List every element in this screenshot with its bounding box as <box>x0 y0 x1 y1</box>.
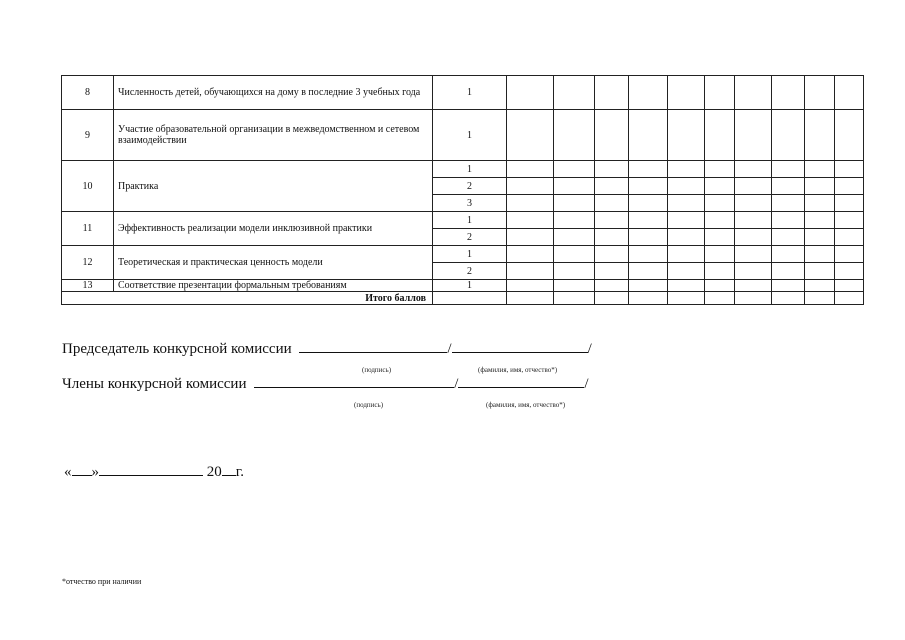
score-entry-cell[interactable] <box>554 280 595 292</box>
score-entry-cell[interactable] <box>629 76 668 110</box>
score-entry-cell[interactable] <box>705 110 735 161</box>
score-entry-cell[interactable] <box>595 280 629 292</box>
score-entry-cell[interactable] <box>835 280 864 292</box>
members-name-field[interactable] <box>458 373 584 388</box>
score-entry-cell[interactable] <box>595 76 629 110</box>
score-entry-cell[interactable] <box>629 212 668 229</box>
score-entry-cell[interactable] <box>629 246 668 263</box>
chairman-signature-field[interactable] <box>299 338 447 353</box>
score-entry-cell[interactable] <box>668 178 705 195</box>
total-entry-cell[interactable] <box>668 292 705 305</box>
score-entry-cell[interactable] <box>835 161 864 178</box>
members-signature-field[interactable] <box>254 373 454 388</box>
score-entry-cell[interactable] <box>668 161 705 178</box>
row-number: 8 <box>62 76 114 110</box>
score-entry-cell[interactable] <box>595 229 629 246</box>
score-entry-cell[interactable] <box>507 161 554 178</box>
score-entry-cell[interactable] <box>805 212 835 229</box>
criterion-cell: Численность детей, обучающихся на дому в последние 3 учебных года <box>114 76 433 110</box>
score-entry-cell[interactable] <box>554 161 595 178</box>
scoring-table <box>61 75 864 305</box>
score-entry-cell[interactable] <box>668 212 705 229</box>
score-entry-cell[interactable] <box>805 263 835 280</box>
criterion-cell: Соответствие презентации формальным требованиям <box>114 280 433 292</box>
score-entry-cell[interactable] <box>595 110 629 161</box>
table-row <box>62 110 864 161</box>
score-entry-cell[interactable] <box>554 76 595 110</box>
date-year-suffix: г. <box>235 464 244 480</box>
score-entry-cell[interactable] <box>735 246 772 263</box>
score-entry-cell[interactable] <box>735 195 772 212</box>
score-entry-cell[interactable] <box>705 178 735 195</box>
score-entry-cell[interactable] <box>595 246 629 263</box>
score-entry-cell[interactable] <box>705 212 735 229</box>
table-row <box>62 280 864 292</box>
total-entry-cell[interactable] <box>772 292 805 305</box>
score-entry-cell[interactable] <box>805 280 835 292</box>
criterion-cell: Теоретическая и практическая ценность модели <box>114 246 433 280</box>
total-entry-cell[interactable] <box>433 292 507 305</box>
row-number: 12 <box>62 246 114 280</box>
score-entry-cell[interactable] <box>668 195 705 212</box>
row-number: 10 <box>62 161 114 212</box>
score-entry-cell[interactable] <box>668 263 705 280</box>
score-entry-cell[interactable] <box>835 229 864 246</box>
table-row <box>62 212 864 229</box>
score-entry-cell[interactable] <box>805 178 835 195</box>
score-entry-cell[interactable] <box>554 178 595 195</box>
score-entry-cell[interactable] <box>629 229 668 246</box>
total-entry-cell[interactable] <box>629 292 668 305</box>
chairman-label: Председатель конкурсной комиссии <box>62 341 292 357</box>
score-entry-cell[interactable] <box>705 229 735 246</box>
score-entry-cell[interactable] <box>629 161 668 178</box>
members-name-caption: (фамилия, имя, отчество*) <box>486 401 566 409</box>
chairman-name-field[interactable] <box>452 338 588 353</box>
total-entry-cell[interactable] <box>835 292 864 305</box>
score-entry-cell[interactable] <box>735 110 772 161</box>
score-entry-cell[interactable] <box>805 229 835 246</box>
score-entry-cell[interactable] <box>805 76 835 110</box>
score-entry-cell[interactable] <box>705 161 735 178</box>
score-entry-cell[interactable] <box>595 161 629 178</box>
total-label: Итого баллов <box>62 292 433 305</box>
score-entry-cell[interactable] <box>772 212 805 229</box>
score-entry-cell[interactable] <box>554 229 595 246</box>
score-value-cell: 1 <box>433 246 507 263</box>
score-entry-cell[interactable] <box>595 212 629 229</box>
score-entry-cell[interactable] <box>595 263 629 280</box>
score-entry-cell[interactable] <box>668 246 705 263</box>
score-entry-cell[interactable] <box>705 263 735 280</box>
row-number: 11 <box>62 212 114 246</box>
chairman-name-caption: (фамилия, имя, отчество*) <box>478 366 558 374</box>
score-entry-cell[interactable] <box>507 76 554 110</box>
date-close-quote: » <box>91 464 99 480</box>
date-year-prefix: 20 <box>206 464 222 480</box>
score-entry-cell[interactable] <box>507 212 554 229</box>
score-entry-cell[interactable] <box>507 229 554 246</box>
score-entry-cell[interactable] <box>772 110 805 161</box>
chairman-line: Председатель конкурсной комиссии / / <box>62 338 592 358</box>
score-entry-cell[interactable] <box>554 246 595 263</box>
score-entry-cell[interactable] <box>735 161 772 178</box>
score-entry-cell[interactable] <box>772 76 805 110</box>
row-number: 9 <box>62 110 114 161</box>
table-row <box>62 161 864 178</box>
date-day-field[interactable] <box>72 461 92 476</box>
score-entry-cell[interactable] <box>735 280 772 292</box>
score-value-cell: 1 <box>433 280 507 292</box>
score-entry-cell[interactable] <box>554 263 595 280</box>
score-entry-cell[interactable] <box>554 110 595 161</box>
score-entry-cell[interactable] <box>668 280 705 292</box>
score-value-cell: 1 <box>433 76 507 110</box>
score-entry-cell[interactable] <box>507 280 554 292</box>
chairman-signature-caption: (подпись) <box>362 366 392 374</box>
footnote: *отчество при наличии <box>62 577 142 586</box>
score-entry-cell[interactable] <box>595 178 629 195</box>
total-entry-cell[interactable] <box>507 292 554 305</box>
score-entry-cell[interactable] <box>735 263 772 280</box>
score-entry-cell[interactable] <box>805 246 835 263</box>
criterion-cell: Участие образовательной организации в межведомственном и сетевом взаимодействии <box>114 110 433 161</box>
score-entry-cell[interactable] <box>705 76 735 110</box>
score-value-cell: 1 <box>433 110 507 161</box>
total-entry-cell[interactable] <box>595 292 629 305</box>
score-entry-cell[interactable] <box>668 229 705 246</box>
table-row <box>62 246 864 263</box>
score-entry-cell[interactable] <box>507 246 554 263</box>
score-entry-cell[interactable] <box>705 280 735 292</box>
score-entry-cell[interactable] <box>835 178 864 195</box>
score-value-cell: 3 <box>433 195 507 212</box>
members-line: Члены конкурсной комиссии / / <box>62 373 589 393</box>
members-signature-caption: (подпись) <box>354 401 384 409</box>
criterion-cell: Эффективность реализации модели инклюзивной практики <box>114 212 433 246</box>
score-entry-cell[interactable] <box>507 195 554 212</box>
score-entry-cell[interactable] <box>772 195 805 212</box>
score-entry-cell[interactable] <box>629 263 668 280</box>
score-entry-cell[interactable] <box>772 161 805 178</box>
total-entry-cell[interactable] <box>805 292 835 305</box>
score-entry-cell[interactable] <box>554 212 595 229</box>
table-row <box>62 76 864 110</box>
score-entry-cell[interactable] <box>507 263 554 280</box>
score-entry-cell[interactable] <box>735 229 772 246</box>
date-year-field[interactable] <box>222 461 236 476</box>
score-entry-cell[interactable] <box>835 246 864 263</box>
score-entry-cell[interactable] <box>772 229 805 246</box>
total-entry-cell[interactable] <box>554 292 595 305</box>
members-label: Члены конкурсной комиссии <box>62 376 247 392</box>
score-entry-cell[interactable] <box>668 110 705 161</box>
score-entry-cell[interactable] <box>772 280 805 292</box>
date-open-quote: « <box>64 464 72 480</box>
score-entry-cell[interactable] <box>835 110 864 161</box>
score-entry-cell[interactable] <box>735 178 772 195</box>
score-entry-cell[interactable] <box>805 110 835 161</box>
score-entry-cell[interactable] <box>629 178 668 195</box>
date-line <box>64 461 244 481</box>
score-entry-cell[interactable] <box>507 178 554 195</box>
score-entry-cell[interactable] <box>835 195 864 212</box>
table-body <box>62 76 864 305</box>
score-entry-cell[interactable] <box>735 76 772 110</box>
score-entry-cell[interactable] <box>835 263 864 280</box>
score-value-cell: 1 <box>433 212 507 229</box>
score-entry-cell[interactable] <box>705 195 735 212</box>
score-entry-cell[interactable] <box>805 161 835 178</box>
score-entry-cell[interactable] <box>835 212 864 229</box>
total-entry-cell[interactable] <box>705 292 735 305</box>
date-month-field[interactable] <box>99 461 203 476</box>
score-value-cell: 2 <box>433 229 507 246</box>
score-value-cell: 2 <box>433 263 507 280</box>
score-value-cell: 1 <box>433 161 507 178</box>
total-entry-cell[interactable] <box>735 292 772 305</box>
score-entry-cell[interactable] <box>805 195 835 212</box>
score-entry-cell[interactable] <box>629 280 668 292</box>
row-number: 13 <box>62 280 114 292</box>
score-value-cell: 2 <box>433 178 507 195</box>
score-entry-cell[interactable] <box>772 178 805 195</box>
score-entry-cell[interactable] <box>835 76 864 110</box>
score-entry-cell[interactable] <box>772 246 805 263</box>
score-entry-cell[interactable] <box>705 246 735 263</box>
score-entry-cell[interactable] <box>629 195 668 212</box>
score-entry-cell[interactable] <box>629 110 668 161</box>
score-entry-cell[interactable] <box>507 110 554 161</box>
score-entry-cell[interactable] <box>554 195 595 212</box>
score-entry-cell[interactable] <box>668 76 705 110</box>
score-entry-cell[interactable] <box>772 263 805 280</box>
criterion-cell: Практика <box>114 161 433 212</box>
score-entry-cell[interactable] <box>735 212 772 229</box>
total-row <box>62 292 864 305</box>
score-entry-cell[interactable] <box>595 195 629 212</box>
